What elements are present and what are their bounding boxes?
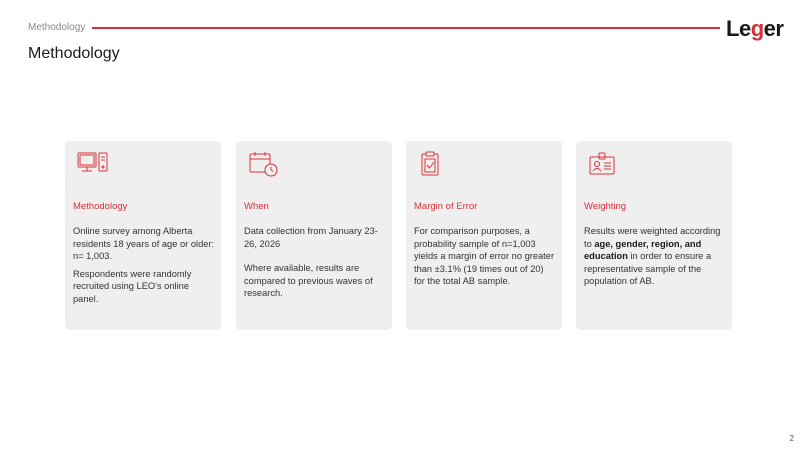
- card-paragraph: Where available, results are compared to previous waves of research.: [244, 263, 373, 299]
- card-paragraph: For comparison purposes, a probability sample of n=1,003 yields a margin of error no greater than ±3.1% (19 times out of 20) for the total AB sample.: [414, 226, 555, 287]
- card-paragraph: Data collection from January 23-26, 2026: [244, 226, 378, 249]
- computer-icon: [77, 151, 111, 177]
- page-number: 2: [789, 434, 794, 443]
- card-body: [73, 225, 215, 306]
- page-title: Methodology: [28, 45, 120, 62]
- card-paragraph: Respondents were randomly recruited using LEO's online panel.: [73, 268, 192, 304]
- card-paragraph: Online survey among Alberta residents 18 years of age or older: n= 1,003.: [73, 226, 215, 262]
- card-when: [236, 141, 392, 330]
- card-body: [584, 225, 726, 288]
- card-title: Methodology: [73, 201, 128, 212]
- header-rule: [92, 27, 720, 29]
- card-body: [414, 225, 556, 288]
- card-weighting: [576, 141, 732, 330]
- card-margin-of-error: [406, 141, 562, 330]
- calendar-clock-icon: [248, 151, 282, 177]
- card-title: Margin of Error: [414, 201, 478, 212]
- bold-phrase: age, gender, region, and education: [584, 238, 702, 262]
- id-card-icon: [588, 151, 622, 177]
- clipboard-check-icon: [418, 151, 452, 177]
- card-methodology: [65, 141, 221, 330]
- card-title: When: [244, 201, 269, 212]
- section-label: Methodology: [28, 22, 86, 33]
- card-body: [244, 225, 386, 300]
- card-paragraph: Results were weighted according to age, gender, region, and education in order to ensure a representative sample of the population of AB.: [584, 226, 721, 287]
- card-title: Weighting: [584, 201, 627, 212]
- leger-logo: Leger: [726, 16, 784, 41]
